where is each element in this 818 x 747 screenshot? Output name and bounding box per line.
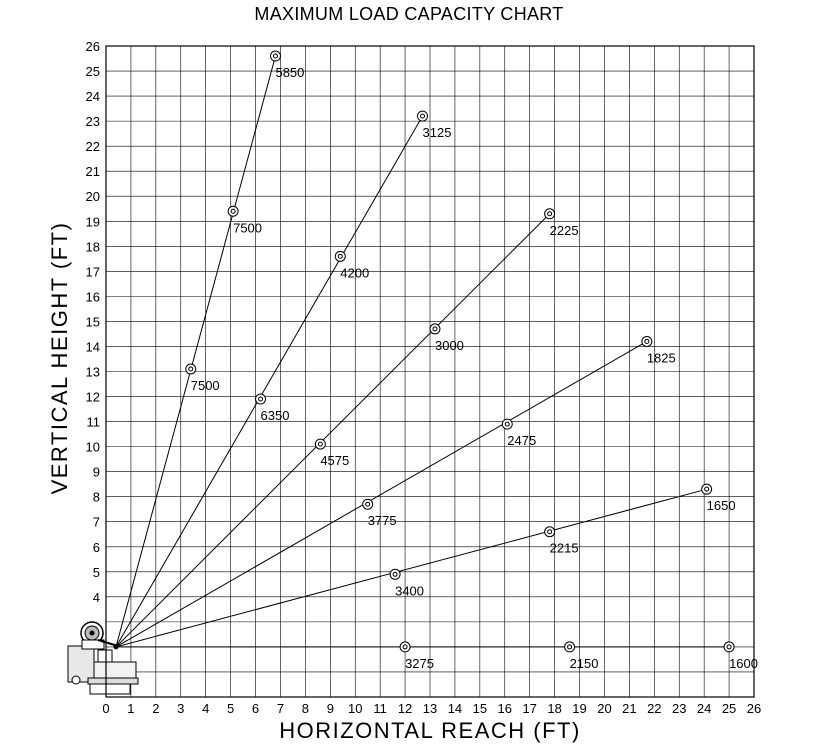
x-tick-label: 26 — [746, 701, 762, 716]
y-tick-label: 14 — [85, 339, 100, 355]
x-tick-label: 21 — [622, 701, 637, 716]
data-point-outer — [363, 499, 373, 509]
data-point-outer — [502, 419, 512, 429]
data-point-outer — [390, 569, 400, 579]
y-tick-label: 21 — [85, 164, 100, 180]
y-tick-label: 15 — [85, 314, 100, 330]
x-tick-label: 3 — [177, 701, 185, 716]
x-tick-label: 6 — [251, 701, 260, 716]
axes — [86, 39, 762, 716]
y-tick-label: 22 — [85, 139, 100, 155]
data-point-outer — [418, 111, 428, 121]
x-tick-label: 22 — [647, 701, 662, 716]
series-line — [116, 489, 707, 647]
x-tick-label: 2 — [152, 701, 160, 716]
x-tick-label: 14 — [447, 701, 463, 716]
data-label: 3400 — [395, 583, 425, 599]
y-tick-label: 25 — [85, 64, 100, 80]
data-label: 2475 — [507, 433, 537, 449]
x-tick-label: 4 — [202, 701, 210, 716]
x-tick-label: 15 — [472, 701, 488, 716]
y-axis-label-text: VERTICAL HEIGHT (FT) — [47, 221, 72, 495]
data-label: 4200 — [340, 265, 370, 281]
data-label: 1600 — [729, 655, 758, 671]
data-point-outer — [315, 439, 325, 449]
y-tick-label: 4 — [92, 589, 100, 605]
x-tick-label: 5 — [226, 701, 235, 716]
data-label: 1825 — [646, 350, 676, 366]
x-tick-label: 11 — [373, 701, 387, 716]
data-point-outer — [642, 336, 652, 346]
data-point-outer — [335, 251, 345, 261]
data-label: 2225 — [549, 222, 579, 238]
x-tick-label: 10 — [347, 701, 363, 716]
data-point-outer — [186, 364, 196, 374]
data-label: 2150 — [569, 655, 599, 671]
y-tick-label: 23 — [85, 114, 100, 130]
x-tick-label: 23 — [671, 701, 687, 716]
x-tick-label: 13 — [422, 701, 438, 716]
data-point-outer — [228, 206, 238, 216]
data-label: 6350 — [260, 408, 290, 424]
data-label: 1650 — [706, 498, 736, 514]
y-tick-label: 20 — [85, 189, 100, 205]
y-tick-label: 9 — [92, 464, 100, 480]
y-tick-label: 26 — [85, 39, 100, 54]
data-label: 3775 — [367, 513, 397, 529]
x-tick-label: 25 — [721, 701, 737, 716]
data-label: 7500 — [233, 220, 263, 236]
data-label: 3275 — [405, 655, 434, 671]
y-tick-label: 12 — [85, 389, 100, 405]
x-tick-label: 9 — [326, 701, 334, 716]
data-label: 3000 — [434, 337, 464, 353]
y-tick-label: 18 — [85, 239, 100, 255]
data-point-outer — [724, 642, 734, 652]
series-layer — [113, 51, 758, 671]
series-line — [116, 116, 423, 647]
x-tick-label: 19 — [572, 701, 587, 716]
x-tick-label: 8 — [301, 701, 310, 716]
y-tick-label: 7 — [92, 514, 100, 530]
x-tick-label: 1 — [127, 701, 135, 716]
y-tick-label: 16 — [85, 289, 100, 305]
x-tick-label: 7 — [276, 701, 285, 716]
crane-machine-icon — [68, 622, 138, 694]
data-point-outer — [545, 527, 555, 537]
data-label: 3125 — [422, 125, 452, 141]
x-tick-label: 18 — [547, 701, 562, 716]
grid — [106, 46, 754, 697]
x-tick-label: 24 — [696, 701, 712, 716]
x-tick-label: 17 — [522, 701, 537, 716]
data-point-outer — [430, 324, 440, 334]
data-point-outer — [565, 642, 575, 652]
x-tick-label: 0 — [102, 701, 110, 716]
data-label: 5850 — [275, 65, 305, 81]
y-tick-label: 8 — [92, 489, 100, 505]
x-tick-label: 20 — [597, 701, 612, 716]
boom-origin-point — [113, 644, 118, 649]
data-point-outer — [400, 642, 410, 652]
y-tick-label: 17 — [85, 264, 100, 280]
data-label: 7500 — [190, 377, 220, 393]
y-tick-label: 11 — [86, 414, 100, 430]
y-tick-label: 10 — [85, 439, 100, 455]
y-tick-label: 13 — [85, 364, 100, 380]
x-tick-label: 16 — [497, 701, 513, 716]
y-tick-label: 6 — [92, 539, 100, 555]
data-point-outer — [702, 484, 712, 494]
data-label: 2215 — [549, 540, 579, 556]
x-axis-label: HORIZONTAL REACH (FT) — [279, 718, 581, 743]
data-point-outer — [256, 394, 266, 404]
data-label: 4575 — [320, 453, 350, 469]
series-line — [116, 56, 276, 647]
y-tick-label: 5 — [92, 564, 100, 580]
y-tick-label: 24 — [85, 89, 100, 105]
chart-title: MAXIMUM LOAD CAPACITY CHART — [254, 4, 564, 24]
data-point-outer — [545, 209, 555, 219]
y-tick-label: 19 — [85, 214, 100, 230]
data-point-outer — [270, 51, 280, 61]
x-tick-label: 12 — [397, 701, 413, 716]
